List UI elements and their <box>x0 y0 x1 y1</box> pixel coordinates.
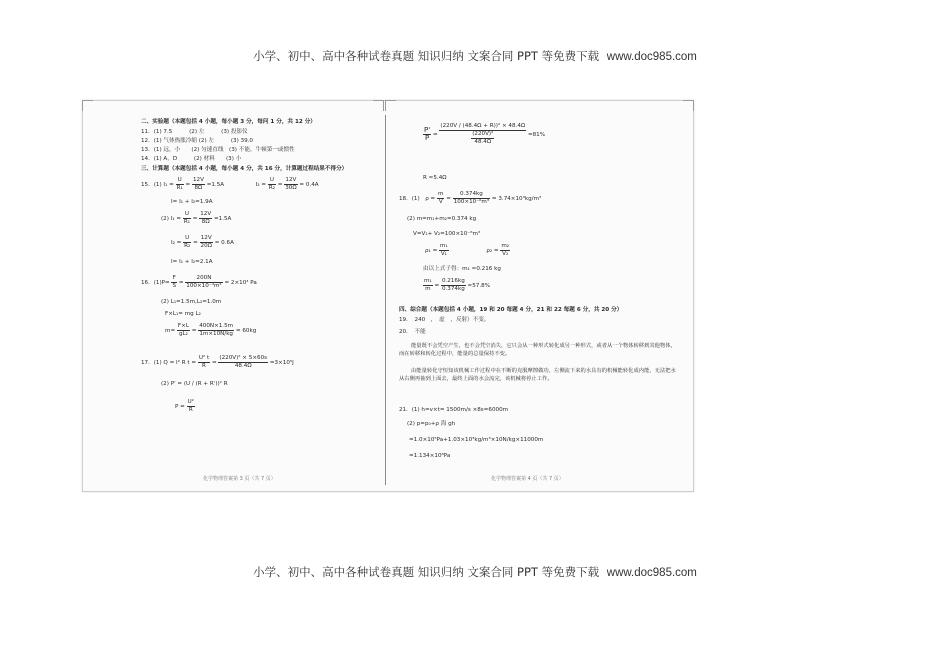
formula-line: I= I₁ + I₂=1.9A <box>171 199 213 205</box>
banner-url[interactable]: www.doc985.com <box>606 567 697 579</box>
fraction <box>177 323 190 338</box>
formula-text: = 2×10⁴ Pa <box>224 280 257 286</box>
numerator: F <box>172 275 176 281</box>
formula-line: 由以上式子得：m₁ ≈0.216 kg <box>423 266 501 272</box>
answer-line: 13．(1) 远，小 (2) 匀速直线 (3) 不能，牛顿第一或惯性 <box>141 147 295 153</box>
formula-text: ρ₁ = <box>425 248 438 254</box>
denominator: R₁ <box>183 219 190 225</box>
fraction <box>187 399 195 414</box>
numerator: U <box>183 211 191 219</box>
numerator: (220V)² × 5×60s <box>219 355 268 361</box>
formula-line: I= I₁ + I₂=2.1A <box>171 259 213 265</box>
fraction <box>439 123 526 146</box>
crop-mark-icon <box>683 100 694 111</box>
formula-text: =3×10⁵J <box>269 360 294 366</box>
formula-line <box>423 278 490 293</box>
header-banner <box>0 48 950 64</box>
numerator: U² t <box>198 355 210 361</box>
formula-text: = <box>434 283 440 289</box>
banner-text: 小学、初中、高中各种试卷真题 知识归纳 文案合同 PPT 等免费下载 <box>253 49 600 63</box>
numerator: (220V)² <box>472 131 494 137</box>
formula-text: =1.5A <box>206 182 225 188</box>
numerator: 12V <box>200 211 212 217</box>
denominator: R <box>188 407 193 413</box>
fraction <box>284 177 297 192</box>
formula-text: 18．(1) ρ = <box>399 196 436 202</box>
formula-line <box>423 123 545 146</box>
fraction <box>218 355 268 370</box>
denominator: R₁ <box>176 185 183 191</box>
numerator: 0.374kg <box>453 191 490 199</box>
fraction <box>198 355 210 370</box>
column-divider <box>385 115 386 485</box>
answer-line: 19． 240 ， 虚 ，反射）不变。 <box>399 317 490 323</box>
page-footer: 化学物理答案第 4 页（共 7 页） <box>491 476 564 482</box>
formula-line: R ≈5.4Ω <box>423 175 447 181</box>
formula-text: = 60kg <box>235 328 257 334</box>
denominator: 100×10⁻⁶m³ <box>453 199 490 205</box>
denominator: V <box>438 199 443 205</box>
denominator: 8Ω <box>194 185 203 191</box>
answer-line: 11．(1) 7.5 (2) 左 (3) 投影仪 <box>141 129 248 135</box>
fraction <box>199 211 212 226</box>
numerator: m₁ <box>424 278 432 284</box>
numerator: m₂ <box>501 243 510 249</box>
footer-banner <box>0 564 950 580</box>
formula-text: (U / (R + R'))² R <box>183 381 228 387</box>
formula-line: V=V₁+ V₂=100×10⁻⁶m³ <box>413 231 481 237</box>
denominator <box>439 131 526 146</box>
formula-text: = 3.74×10³kg/m³ <box>491 196 542 202</box>
numerator: F×L <box>177 323 189 329</box>
numerator: 12V <box>285 177 297 183</box>
fraction <box>439 243 449 258</box>
denominator: gL₂ <box>178 331 188 337</box>
fraction <box>183 235 191 250</box>
section-heading: 三、计算题（本题包括 4 小题，每小题 4 分，共 16 分，计算题过程结果不得分） <box>141 166 348 172</box>
denominator: V₁ <box>440 251 447 257</box>
section-heading: 四、综合题（本题包括 4 小题，19 和 20 每题 4 分，21 和 22 每题 6 分，共 20 分） <box>399 307 623 313</box>
banner-text: 小学、初中、高中各种试卷真题 知识归纳 文案合同 PPT 等免费下载 <box>253 565 600 579</box>
numerator: 200N <box>185 275 222 283</box>
denominator: R₂ <box>184 243 191 249</box>
fraction <box>185 275 222 290</box>
fraction <box>500 243 510 258</box>
paragraph: 能量既不会凭空产生，也不会凭空消失，它只会从一种形式转化成另一种形式，或者从一个物体转移到其他物体，而在转移和转化过程中，能量的总量保持不变。 <box>399 343 676 357</box>
formula-text: =81% <box>527 132 546 138</box>
formula-text: = <box>178 280 184 286</box>
answer-line: 14．(1) A，D (2) 材料 (3) 小 <box>141 156 242 162</box>
denominator: 1m×10N/kg <box>199 331 233 337</box>
denominator: 48.4Ω <box>234 363 252 369</box>
formula-line <box>141 275 257 290</box>
denominator: 8Ω <box>201 219 210 225</box>
denominator: P <box>424 134 430 142</box>
formula-text: 15．(1) I₁ = <box>141 182 174 188</box>
section-heading: 二、实验题（本题包括 4 小题，每小题 3 分，每问 1 分，共 12 分） <box>141 119 316 125</box>
formula-text: = <box>432 132 438 138</box>
formula-text: = 0.6A <box>214 240 234 246</box>
formula-line <box>425 243 510 258</box>
fraction <box>441 278 466 293</box>
crop-mark-icon <box>82 100 93 111</box>
formula-line: (2) m=m₁+m₂=0.374 kg <box>407 216 477 222</box>
fraction <box>183 211 191 226</box>
formula-text: = <box>193 240 198 246</box>
formula-text: = <box>211 360 217 366</box>
fraction <box>171 275 177 290</box>
numerator: (220V / (48.4Ω + R))² × 48.4Ω <box>440 123 526 129</box>
denominator: 30Ω <box>285 185 297 191</box>
formula-line <box>141 177 319 192</box>
answer-line: 20． 不能 <box>399 329 426 335</box>
formula-text: = 0.4A <box>299 182 319 188</box>
formula-line <box>161 211 231 226</box>
scanned-document-page <box>82 100 694 492</box>
formula-line <box>161 381 228 388</box>
denominator: R₂ <box>268 185 275 191</box>
formula-text: I₂ = <box>255 182 267 188</box>
formula-line: (2) L₁=1.5m,L₂=1.0m <box>161 299 222 305</box>
fraction <box>453 191 490 206</box>
formula-line: F×L₁= mg L₂ <box>165 311 201 317</box>
crop-mark-icon <box>385 100 396 111</box>
denominator: 100×10⁻⁴m² <box>186 283 222 289</box>
denominator: V₂ <box>502 251 509 257</box>
formula-text: 16．(1)P= <box>141 280 170 286</box>
numerator: 12V <box>200 235 212 241</box>
fraction <box>198 323 234 338</box>
denominator: S <box>172 283 177 289</box>
formula-text: m= <box>165 328 176 334</box>
formula-text: = <box>277 182 283 188</box>
formula-text: = <box>185 182 191 188</box>
fraction <box>423 127 431 142</box>
crop-mark-icon <box>373 100 384 111</box>
formula-line: =1.0×10⁵Pa+1.03×10³kg/m³×10N/kg×11000m <box>409 437 544 443</box>
formula-text: = <box>191 328 197 334</box>
numerator: U² <box>187 399 194 405</box>
formula-text: P = <box>175 404 185 410</box>
formula-text: I₂ = <box>171 240 182 246</box>
formula-line <box>141 355 294 370</box>
fraction <box>176 177 184 192</box>
denominator: R <box>202 363 206 369</box>
fraction <box>268 177 276 192</box>
formula-line <box>399 191 541 206</box>
fraction <box>423 278 433 293</box>
numerator: U <box>268 177 276 185</box>
formula-line: (2) p=p₀+ρ 海 gh <box>407 421 456 427</box>
numerator: 0.216kg <box>441 278 465 284</box>
denominator: 0.374kg <box>441 286 465 292</box>
denominator: 48.4Ω <box>474 139 492 145</box>
banner-url[interactable]: www.doc985.com <box>606 51 697 63</box>
numerator: U <box>183 235 191 243</box>
page-footer: 化学物理答案第 3 页（共 7 页） <box>203 476 276 482</box>
numerator: P' <box>424 126 431 134</box>
numerator: U <box>176 177 184 185</box>
denominator: 20Ω <box>200 243 212 249</box>
formula-text: = <box>446 196 451 202</box>
answer-line: 21．(1) h=v×t= 1500m/s ×8s=6000m <box>399 407 509 413</box>
fraction <box>437 191 444 206</box>
formula-line <box>171 235 234 250</box>
fraction <box>200 235 213 250</box>
formula-text: = <box>192 216 198 222</box>
formula-line <box>165 323 256 338</box>
numerator: m <box>438 191 444 197</box>
formula-line <box>175 399 195 414</box>
fraction <box>192 177 205 192</box>
formula-text: (2) P' = <box>161 381 183 387</box>
paragraph: 由能量转化守恒知该机械工作过程中在不断的克服摩擦做功，左侧流下来的水具有的机械能转化成内能，无法把水从右侧再抽到上面去，最终上面的水会流完，该机械将停止工作。 <box>399 368 676 382</box>
formula-text: 17．(1) Q = I² R t = <box>141 360 197 366</box>
formula-text: (2) I₁ = <box>161 216 182 222</box>
numerator: m₁ <box>440 243 448 249</box>
formula-line: =1.134×10⁸Pa <box>409 453 451 459</box>
denominator: m <box>425 286 431 292</box>
formula-text: ≈57.8% <box>467 283 491 289</box>
formula-text: =1.5A <box>213 216 232 222</box>
fraction <box>471 131 494 146</box>
numerator: 400N×1.5m <box>199 323 234 329</box>
numerator: 12V <box>192 177 204 183</box>
formula-text: ρ₂ = <box>486 248 499 254</box>
answer-line: 12．(1) 气体热胀冷缩 (2) 左 (3) 39.0 <box>141 138 253 144</box>
